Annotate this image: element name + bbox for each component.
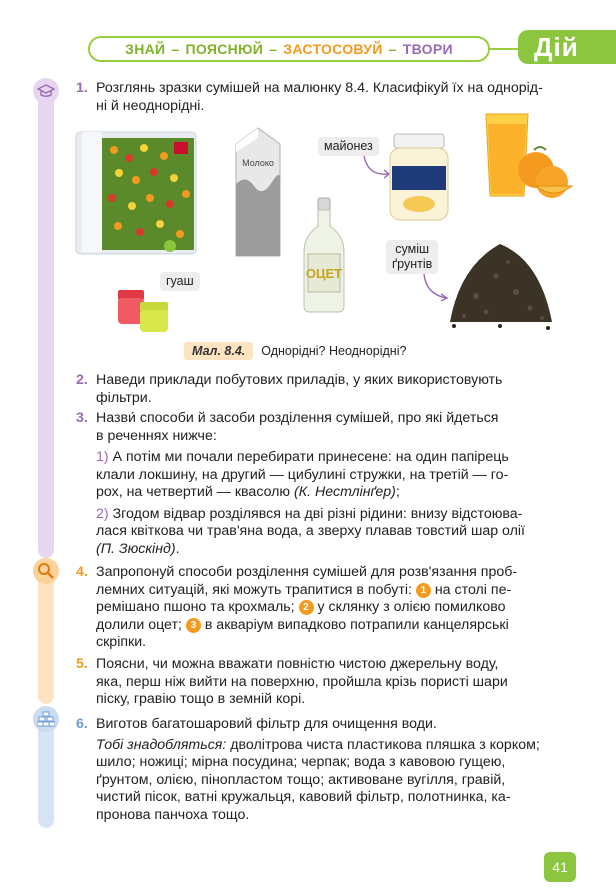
task-text: на столі пе- bbox=[434, 581, 512, 598]
task-number: 1. bbox=[76, 80, 88, 96]
task-text: шило; ножиці; мірна посудина; черпак; вода з кавовою гущею, bbox=[96, 754, 506, 770]
quote-text: А потім ми почали перебирати принесене: на один папірець bbox=[112, 449, 509, 465]
quote-number: 1) bbox=[96, 449, 109, 465]
task-text: ремішано пшоно та крохмаль; bbox=[96, 599, 295, 615]
quote-text: Згодом відвар розділявся на дві різні рідини: внизу відстоюва- bbox=[112, 505, 523, 522]
quote-2 bbox=[76, 506, 560, 559]
task-text: в акваріум випадково потрапили канцелярські bbox=[204, 616, 509, 633]
label-gouache: гуаш bbox=[160, 272, 200, 291]
task-text: фільтри. bbox=[96, 389, 152, 406]
orange-juice-image bbox=[478, 110, 574, 202]
label-mayonnaise: майонез bbox=[318, 137, 379, 156]
magnifier-icon bbox=[33, 558, 59, 584]
blocks-icon bbox=[33, 706, 59, 732]
section-header bbox=[88, 36, 490, 62]
caption-tag: Мал. 8.4. bbox=[184, 342, 253, 360]
task-text: скріпки. bbox=[96, 634, 147, 650]
header-explain: ПОЯСНЮЙ bbox=[185, 41, 264, 57]
task-2 bbox=[76, 372, 560, 407]
materials-heading: Тобі знадобляться: bbox=[96, 736, 227, 753]
situation-badge-3: 3 bbox=[186, 618, 201, 633]
caption-text: Однорідні? Неоднорідні? bbox=[261, 344, 407, 358]
quote-source: (П. Зюскінд) bbox=[96, 540, 176, 557]
situation-badge-1: 1 bbox=[416, 583, 431, 598]
task-text: ґрунтом, олією, пінопластом тощо; активоване вугілля, гравій, bbox=[96, 771, 506, 788]
task-text: Запропонуй способи розділення сумішей для розв'язання проб- bbox=[96, 564, 518, 580]
vinegar-label: ОЦЕТ bbox=[305, 266, 343, 281]
task-number: 4. bbox=[76, 564, 88, 580]
task-number: 2. bbox=[76, 372, 88, 388]
act-tab: Дій bbox=[518, 30, 616, 64]
quote-1 bbox=[76, 449, 560, 502]
quote-number: 2) bbox=[96, 505, 109, 522]
task-text: піску, гравію тощо в земній корі. bbox=[96, 691, 306, 707]
task-6 bbox=[76, 716, 560, 824]
frozen-vegetables-image bbox=[74, 128, 198, 256]
milk-carton-image bbox=[230, 124, 286, 260]
label-soil-line1: суміш bbox=[395, 242, 429, 256]
quote-end: . bbox=[175, 540, 180, 557]
graduation-cap-icon bbox=[33, 78, 59, 104]
quote-text: рох, на четвертий — квасолю bbox=[96, 484, 291, 500]
task-4 bbox=[76, 564, 560, 652]
task-text: у склянку з олією помилково bbox=[317, 599, 506, 615]
task-3 bbox=[76, 410, 560, 558]
knowledge-bar bbox=[38, 84, 54, 558]
mayonnaise-jar-image bbox=[386, 132, 452, 224]
task-text: яка, перш ніж вийти на поверхню, пройшла крізь пористі шари bbox=[96, 673, 508, 690]
task-5 bbox=[76, 656, 560, 709]
task-text: долили оцет; bbox=[96, 616, 182, 633]
task-number: 6. bbox=[76, 716, 88, 732]
task-text: пронова панчоха тощо. bbox=[96, 806, 250, 823]
header-sep: – bbox=[171, 41, 180, 57]
task-text: в реченнях нижче: bbox=[96, 427, 217, 444]
vinegar-bottle-image bbox=[298, 196, 350, 314]
task-text: Назви́ способи й засоби розділення сумішей, про які йдеться bbox=[96, 410, 499, 426]
quote-text: лася квіткова чи трав'яна вода, а зверху плавав товстий шар олії bbox=[96, 523, 525, 539]
task-number: 3. bbox=[76, 410, 88, 426]
task-text: Розглянь зразки сумішей на малюнку 8.4. Класифікуй їх на однорід- bbox=[96, 80, 543, 96]
quote-source: (К. Нестлінґер) bbox=[294, 484, 396, 500]
header-know: ЗНАЙ bbox=[125, 41, 166, 57]
label-soil-mix bbox=[386, 240, 438, 274]
soil-pile-image bbox=[446, 236, 556, 332]
task-text: Поясни, чи можна вважати повністю чистою джерельну воду, bbox=[96, 656, 499, 672]
task-text: Наведи приклади побутових приладів, у яких використовують bbox=[96, 372, 503, 388]
task-text: лемних ситуацій, які можуть трапитися в побуті: bbox=[96, 581, 412, 598]
header-apply: ЗАСТОСОВУЙ bbox=[283, 41, 383, 57]
quote-end: ; bbox=[395, 484, 400, 500]
figure-caption bbox=[184, 341, 406, 361]
task-text: ні й неоднорідні. bbox=[96, 97, 205, 114]
quote-text: клали локшину, на другий — цибулині стружки, на третій — го- bbox=[96, 466, 509, 483]
task-text: дволітрова чиста пластикова пляшка з корком; bbox=[230, 736, 540, 753]
header-connector bbox=[488, 48, 518, 50]
label-soil-line2: ґрунтів bbox=[392, 257, 433, 271]
task-text: чистий пісок, ватні кружальця, кавовий фільтр, полотнинка, ка- bbox=[96, 789, 511, 805]
header-sep: – bbox=[269, 41, 278, 57]
milk-label: Молоко bbox=[242, 158, 274, 168]
task-number: 5. bbox=[76, 656, 88, 672]
header-create: ТВОРИ bbox=[402, 41, 453, 57]
header-sep: – bbox=[388, 41, 397, 57]
task-text: Виготов багатошаровий фільтр для очищення води. bbox=[96, 716, 437, 732]
page-number: 41 bbox=[544, 852, 576, 882]
situation-badge-2: 2 bbox=[299, 600, 314, 615]
